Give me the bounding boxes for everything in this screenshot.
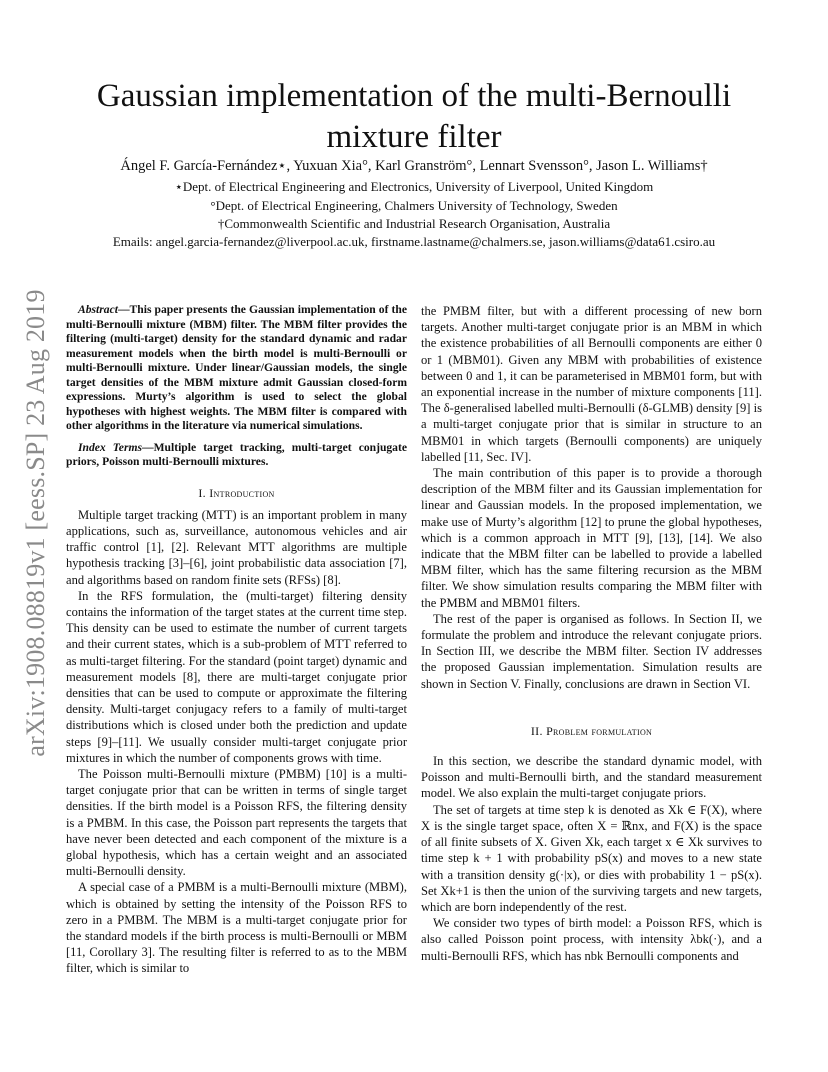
paragraph: The main contribution of this paper is to provide a thorough description of the MBM filter and its Gaussian implementation for linear and Gaussian models. In the proposed implementation, we make use of Murty’s algorithm [12] to prune the global hypotheses, which is a common approach in MTT [9], [13], [14]. We also indicate that the MBM filter can be labelled to provide a labelled MBM filter, which has the same filtering recursion as the MBM filter. We show simulation results comparing the MBM filter with the PMBM and MBM01 filters. (421, 466, 762, 610)
paragraph: We consider two types of birth model: a Poisson RFS, which is also called Poisson point process, with intensity λbk(·), and a multi-Bernoulli RFS, which has nbk Bernoulli components and (421, 916, 762, 963)
abstract-label: Abstract (78, 303, 118, 316)
affiliation-chalmers: °Dept. of Electrical Engineering, Chalmers University of Technology, Sweden (210, 198, 618, 213)
paragraph: The set of targets at time step k is denoted as Xk ∈ F(X), where X is the single target space, often X = ℝnx, and F(X) is the space of all finite subsets of X. Given Xk, each target x ∈ Xk survives to time step k + 1 with probability pS(x) and moves to a new state with a transition density g(·|x), or dies with probability 1 − pS(x). Set Xk+1 is then the union of the surviving targets and new targets, which are born independently of the rest. (421, 802, 762, 914)
paragraph: The Poisson multi-Bernoulli mixture (PMBM) [10] is a multi-target conjugate prior that can be written in terms of single target densities. If the birth model is a Poisson RFS, the filtering density is a PMBM. In this case, the Poisson part represents the targets that have never been detected and each component of the mixture is a global hypothesis, which has a certain weight and an associated multi-Bernoulli density. (66, 766, 407, 879)
affiliation-csiro: †Commonwealth Scientific and Industrial Research Organisation, Australia (217, 216, 611, 231)
index-terms-label: Index Terms (78, 440, 142, 454)
index-terms (66, 441, 407, 470)
arxiv-watermark (16, 278, 56, 768)
title-line-2: mixture filter (326, 119, 502, 155)
index-terms-text: —Multiple target tracking, multi-target conjugate priors, Poisson multi-Bernoulli mixtures. (66, 440, 407, 468)
paper-title (60, 76, 768, 158)
arxiv-identifier: arXiv:1908.08819v1 [eess.SP] 23 Aug 2019 (21, 289, 50, 757)
paragraph: The rest of the paper is organised as follows. In Section II, we formulate the problem and introduce the relevant conjugate priors. In Section III, we describe the MBM filter. Section IV addresses the proposed Gaussian implementation. Simulation results are shown in Section V. Finally, conclusions are drawn in Section VI. (421, 611, 762, 691)
abstract-text: —This paper presents the Gaussian implementation of the multi-Bernoulli mixture (MBM) filter. The MBM filter provides the filtering (multi-target) density for the standard dynamic and radar measurement models when the birth model is multi-Bernoulli or multi-Bernoulli mixture. Under linear/Gaussian models, the single target densities of the MBM mixture admit Gaussian closed-form expressions. Murty’s algorithm is used to select the global hypotheses with highest weights. The MBM filter is compared with other algorithms in the literature via numerical simulations. (66, 303, 407, 432)
title-line-1: Gaussian implementation of the multi-Bernoulli (96, 78, 732, 114)
paragraph: In the RFS formulation, the (multi-target) filtering density contains the information of the target states at the current time step. This density can be used to estimate the number of current targets and their current states, which is a sub-problem of MTT referred to as multi-target filtering. For the standard (point target) dynamic and measurement models [8], there are multi-target conjugate prior densities that can be used to compute or approximate the filtering density. Multi-target conjugacy refers to a family of multi-target distributions which is closed under both the prediction and update steps [9]–[11]. We usually consider multi-target conjugate prior mixtures in which the number of components grows with time. (66, 588, 407, 765)
author-emails: Emails: angel.garcia-fernandez@liverpool.ac.uk, firstname.lastname@chalmers.se, jason.williams@data61.csiro.au (112, 234, 716, 249)
paragraph: the PMBM filter, but with a different processing of new born targets. Another multi-target conjugate prior is an MBM in which the existence probabilities of all Bernoulli components are either 0 or 1 (MBM01). Given any MBM with probabilities of existence between 0 and 1, it can be parameterised in MBM01 form, but with an exponential increase in the number of mixture components [11]. The δ-generalised labelled multi-Bernoulli (δ-GLMB) density [9] is a multi-target conjugate prior that is similar in structure to an MBM01 in which targets (Bernoulli components) are uniquely labelled [11, Sec. IV]. (421, 304, 762, 464)
author-list: Ángel F. García-Fernández⋆, Yuxuan Xia°, Karl Granström°, Lennart Svensson°, Jason L. Williams† (120, 158, 708, 174)
paragraph: In this section, we describe the standard dynamic model, with Poisson and multi-Bernoulli birth, and the standard measurement model. We also explain the multi-target conjugate priors. (421, 754, 762, 801)
affiliation-liverpool: ⋆Dept. of Electrical Engineering and Electronics, University of Liverpool, United Kingdom (174, 179, 654, 194)
section-heading-introduction: I. Introduction (198, 485, 275, 500)
right-column (421, 303, 762, 964)
section-heading-problem-formulation: II. Problem formulation (530, 723, 653, 738)
abstract (66, 303, 407, 434)
left-column (66, 303, 407, 977)
paragraph: A special case of a PMBM is a multi-Bernoulli mixture (MBM), which is obtained by setting the intensity of the Poisson RFS to zero in a PMBM. The MBM is a multi-target conjugate prior for the standard models if the birth process is multi-Bernoulli or MBM [11, Corollary 3]. The resulting filter is referred to as to the MBM filter, which is similar to (66, 880, 407, 976)
paragraph: Multiple target tracking (MTT) is an important problem in many applications, such as, surveillance, autonomous vehicles and air traffic control [1], [2]. Relevant MTT algorithms are multiple hypothesis tracking [3]–[6], joint probabilistic data association [7], and algorithms based on random finite sets (RFSs) [8]. (66, 507, 407, 587)
